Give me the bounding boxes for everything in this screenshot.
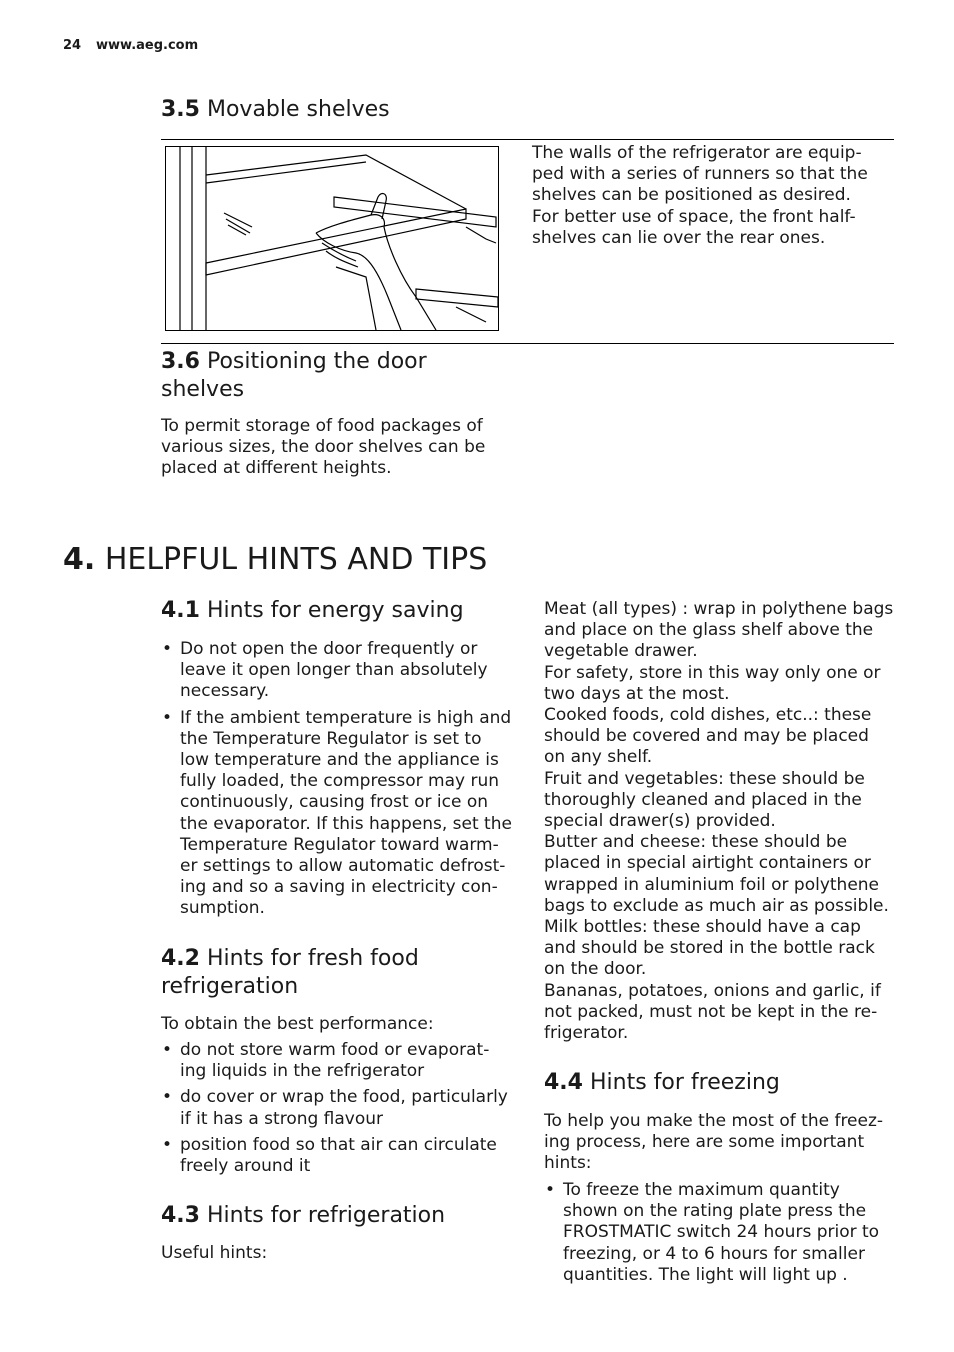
list-item: • Do not open the door frequently or leave it open longer than absolutely necessary. — [161, 639, 521, 703]
list-item: • do not store warm food or evaporat- ing liquids in the refrigerator — [161, 1040, 521, 1082]
refrigeration-hints-text: Meat (all types) : wrap in polythene bags and place on the glass shelf above the vegetable drawer. For safety, store in this way only one or two days at the most. Cooked foods, cold dishes, etc..: these should be covered and may be placed on any shelf. Fruit and vegetables: these should be thoroughly cleaned and placed in the special drawer(s) provided. Butter and cheese: these should be placed in special airtight containers or wrapped in aluminium foil or polythene bags to exclude as much air as possible. Milk bottles: these should have a cap and should be stored in the bottle rack on the door. Bananas, potatoes, onions and garlic, if not packed, must not be kept in the re- frigerator. — [544, 599, 894, 1044]
section-title: Hints for energy saving — [206, 598, 464, 623]
energy-saving-list — [161, 639, 521, 925]
section-number: 3.5 — [161, 97, 200, 122]
list-item: • If the ambient temperature is high and the Temperature Regulator is set to low temperature and the appliance is fully loaded, the compressor may run continuously, causing frost or ice on the evaporator. If this happens, set the Temperature Regulator toward warm- er settings to allow automatic defrost- ing and so a saving in electricity con- sumption. — [161, 708, 521, 920]
section-rule — [161, 343, 894, 344]
section-4-2-heading — [161, 945, 419, 1001]
section-number: 4.3 — [161, 1203, 200, 1228]
section-title: Hints for fresh food refrigeration — [161, 946, 419, 999]
section-title: Hints for freezing — [589, 1070, 780, 1095]
section-number: 4.1 — [161, 598, 200, 623]
fresh-food-list — [161, 1040, 521, 1182]
section-3-6-text: To permit storage of food packages of various sizes, the door shelves can be placed at different heights. — [161, 416, 486, 479]
section-4-2-intro: To obtain the best performance: — [161, 1014, 434, 1034]
section-title: Positioning the door shelves — [161, 349, 427, 402]
shelf-hand-icon — [166, 147, 498, 330]
section-3-5-text: The walls of the refrigerator are equip- ped with a series of runners so that the shelves can be positioned as desired. For better use of space, the front half- shelves can lie over the rear ones. — [532, 143, 868, 248]
section-rule — [161, 139, 894, 140]
chapter-4-heading — [63, 542, 487, 578]
section-title: Movable shelves — [206, 97, 390, 122]
section-4-4-heading — [544, 1069, 780, 1097]
section-number: 4.2 — [161, 946, 200, 971]
list-item: • do cover or wrap the food, particularly if it has a strong flavour — [161, 1087, 521, 1129]
chapter-number: 4. — [63, 542, 96, 577]
section-number: 3.6 — [161, 349, 200, 374]
section-4-1-heading — [161, 597, 464, 625]
section-3-6-heading — [161, 348, 427, 404]
section-title: Hints for refrigeration — [206, 1203, 446, 1228]
section-4-3-intro: Useful hints: — [161, 1243, 268, 1263]
section-4-3-heading — [161, 1202, 445, 1230]
shelf-illustration — [165, 146, 499, 331]
section-4-4-intro: To help you make the most of the freez- ing process, here are some important hints: — [544, 1111, 884, 1174]
website-link[interactable]: www.aeg.com — [96, 38, 199, 53]
freezing-list — [544, 1180, 904, 1291]
chapter-title: HELPFUL HINTS AND TIPS — [104, 542, 488, 577]
section-number: 4.4 — [544, 1070, 583, 1095]
list-item: • position food so that air can circulate freely around it — [161, 1135, 521, 1177]
page-number: 24 — [63, 38, 82, 53]
section-3-5-heading — [161, 96, 390, 124]
list-item: • To freeze the maximum quantity shown on the rating plate press the FROSTMATIC switch 24 hours prior to freezing, or 4 to 6 hours for smaller quantities. The light will light up . — [544, 1180, 904, 1286]
